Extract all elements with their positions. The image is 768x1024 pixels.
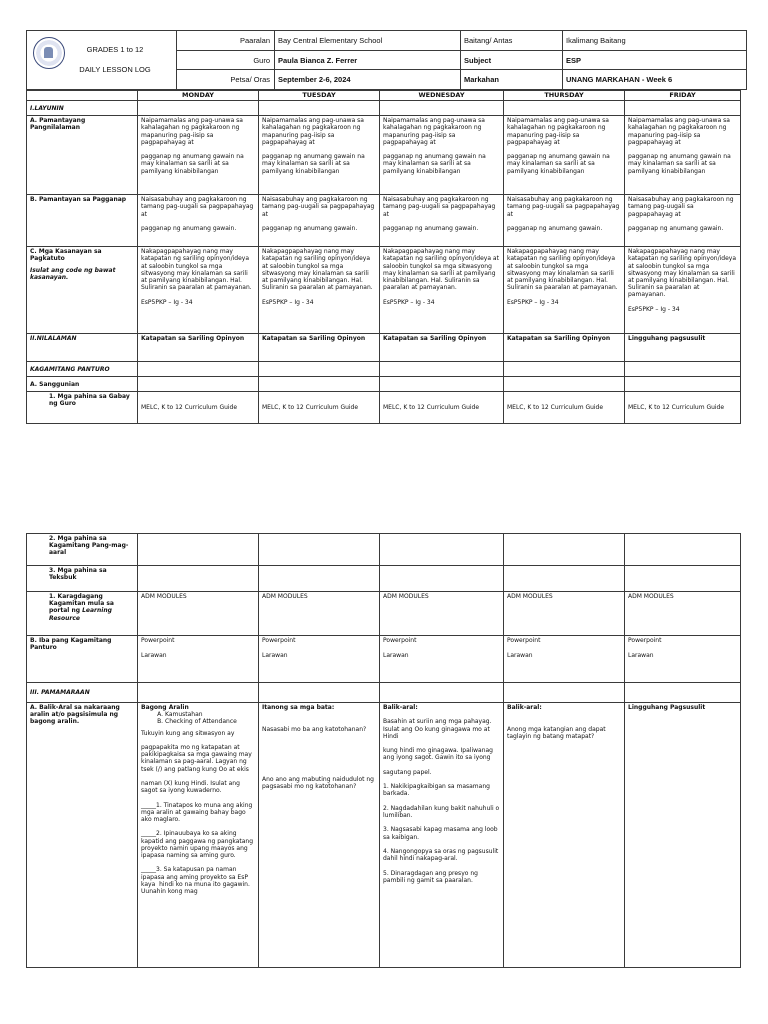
day-friday: FRIDAY (625, 91, 741, 101)
gabay-fri: MELC, K to 12 Curriculum Guide (625, 392, 741, 424)
gabay-label: 1. Mga pahina sa Gabay ng Guro (27, 392, 138, 424)
balik-mon-title: Bagong Aralin (141, 704, 189, 711)
iba-mon-2: Larawan (141, 652, 167, 660)
day-monday: MONDAY (138, 91, 259, 101)
pangnilalaman-mon: Naipamamalas ang pag-unawa sa kahalagahan ng pagkakaroon ng mapanuring pag-iisip sa pagpapahayag at pagganap ng anumang gawain na may kinalaman sa sarili at sa pamilyang kinabibilangan (138, 116, 259, 195)
pamantayang-pangnilalaman-label: A. Pamantayang Pangnilalaman (27, 116, 138, 195)
markahan-label: Markahan (461, 70, 563, 90)
balik-tue-title: Itanong sa mga bata: (262, 704, 335, 711)
pamantayan-pagganap-label: B. Pamantayan sa Pagganap (27, 195, 138, 247)
balik-wed (380, 703, 504, 968)
kagamitan-label: KAGAMITANG PANTURO (27, 362, 138, 377)
subject-value: ESP (563, 51, 747, 70)
iba-thu (504, 636, 625, 683)
kasanayan-thu: Nakapagpapahayag nang may katapatan ng sariling opinyon/ideya at saloobin tungkol sa mga sitwasyong may kinalaman sa sarili at pamilyang kinabibilangan. Hal. Suliranin sa paaralan at pamayanan. EsP5PKP – Ig - 34 (504, 247, 625, 334)
pangnilalaman-tue: Naipamamalas ang pag-unawa sa kahalagahan ng pagkakaroon ng mapanuring pag-iisip sa pagpapahayag at pagganap ng anumang gawain na may kinalaman sa sarili at sa pamilyang kinabibilangan (259, 116, 380, 195)
lr-fri: ADM MODULES (625, 592, 741, 636)
baitang-label: Baitang/ Antas (461, 31, 563, 51)
iba-kagamitan-label: B. Iba pang Kagamitang Panturo (27, 636, 138, 683)
kasanayan-label-cell (27, 247, 138, 334)
header-table (26, 30, 747, 90)
kasanayan-mon: Nakapagpapahayag nang may katapatan ng sariling opinyon/ideya at saloobin tungkol sa mga sitwasyong may kinalaman sa sarili at pamilyang kinabibilangan. Hal. Suliranin sa paaralan at pamayanan. EsP5PKP – Ig - 34 (138, 247, 259, 334)
kasanayan-fri: Nakapagpapahayag nang may katapatan ng sariling opinyon/ideya at saloobin tungkol sa mga sitwasyong may kinalaman sa sarili at pamilyang kinabibilangan. Hal. Suliranin sa paaralan at pamayanan. EsP5PKP – Ig - 34 (625, 247, 741, 334)
iba-fri-2: Larawan (628, 652, 654, 660)
pagganap-tue: Naisasabuhay ang pagkakaroon ng tamang pag-uugali sa pagpapahayag at pagganap ng anumang gawain. (259, 195, 380, 247)
balik-mon-list (141, 711, 255, 725)
iba-tue (259, 636, 380, 683)
pangnilalaman-wed: Naipamamalas ang pag-unawa sa kahalagahan ng pagkakaroon ng mapanuring pag-iisip sa pagpapahayag at pagganap ng anumang gawain na may kinalaman sa sarili at sa pamilyang kinabibilangan (380, 116, 504, 195)
paaralan-value: Bay Central Elementary School (275, 31, 461, 51)
balik-thu (504, 703, 625, 968)
lesson-table-2 (26, 533, 741, 968)
balik-thu-body: Anong mga katangian ang dapat taglayin ng batang matapat? (507, 725, 606, 740)
petsa-label: Petsa/ Oras (177, 70, 275, 90)
balik-wed-body: Basahin at suriin ang mga pahayag. Isulat ang Oo kung ginagawa mo at Hindi kung hindi mo ginagawa. Ipaliwanag ang iyong sagot. Gawin ito sa iyong sagutang papel. 1. Nakikipagkaibigan sa masamang barkada. 2. Nagdadahilan kung bakit nahuhuli o lumiliban. 3. Nagsasabi kapag masama ang loob sa kaibigan. 4. Nangongopya sa oras ng pagsusulit dahil hindi nakapag-aral. 5. Dinaragdagan ang presyo ng pambili ng gamit sa paaralan. (383, 718, 500, 884)
subject-label: Subject (461, 51, 563, 70)
pangnilalaman-thu: Naipamamalas ang pag-unawa sa kahalagahan ng pagkakaroon ng mapanuring pag-iisip sa pagpapahayag at pagganap ng anumang gawain na may kinalaman sa sarili at sa pamilyang kinabibilangan (504, 116, 625, 195)
iba-tue-2: Larawan (262, 652, 288, 660)
petsa-value: September 2-6, 2024 (275, 70, 461, 90)
kasanayan-label: C. Mga Kasanayan sa Pagkatuto (30, 248, 102, 263)
gabay-mon: MELC, K to 12 Curriculum Guide (138, 392, 259, 424)
iba-mon-1: Powerpoint (141, 637, 175, 644)
paaralan-label: Paaralan (177, 31, 275, 51)
lr-tue: ADM MODULES (259, 592, 380, 636)
nilalaman-mon: Katapatan sa Sariling Opinyon (138, 334, 259, 362)
gabay-thu: MELC, K to 12 Curriculum Guide (504, 392, 625, 424)
header-title1: GRADES 1 to 12 (86, 45, 144, 54)
lr-thu: ADM MODULES (504, 592, 625, 636)
sanggunian-label: A. Sanggunian (27, 377, 138, 392)
kasanayan-note: Isulat ang code ng bawat kasanayan. (30, 266, 116, 281)
kasanayan-wed: Nakapagpapahayag nang may katapatan ng sariling opinyon/ideya at saloobin tungkol sa mga sitwasyong may kinalaman sa sarili at pamilyang kinabibilangan. Hal. Suliranin sa paaralan at pamayanan. EsP5PKP – Ig - 34 (380, 247, 504, 334)
header-title-cell (27, 31, 177, 90)
pagganap-mon: Naisasabuhay ang pagkakaroon ng tamang pag-uugali sa pagpapahayag at pagganap ng anumang gawain. (138, 195, 259, 247)
kagamitang-pang-mag-aaral-label: 2. Mga pahina sa Kagamitang Pang-mag-aaral (27, 534, 138, 566)
iba-mon (138, 636, 259, 683)
nilalaman-label: II.NILALAMAN (27, 334, 138, 362)
pagganap-thu: Naisasabuhay ang pagkakaroon ng tamang pag-uugali sa pagpapahayag at pagganap ng anumang gawain. (504, 195, 625, 247)
kasanayan-tue: Nakapagpapahayag nang may katapatan ng sariling opinyon/ideya at saloobin tungkol sa mga sitwasyong may kinalaman sa sarili at pamilyang kinabibilangan. Hal. Suliranin sa paaralan at pamayanan. EsP5PKP – Ig - 34 (259, 247, 380, 334)
list-item: B. Checking of Attendance (165, 718, 255, 725)
iba-fri (625, 636, 741, 683)
iba-fri-1: Powerpoint (628, 637, 662, 644)
iba-wed (380, 636, 504, 683)
balik-aral-label: A. Balik-Aral sa nakaraang aralin at/o pagsisimula ng bagong aralin. (27, 703, 138, 968)
nilalaman-fri: Lingguhang pagsusulit (625, 334, 741, 362)
nilalaman-wed: Katapatan sa Sariling Opinyon (380, 334, 504, 362)
list-item: A. Kamustahan (165, 711, 255, 718)
iba-thu-2: Larawan (507, 652, 533, 660)
nilalaman-tue: Katapatan sa Sariling Opinyon (259, 334, 380, 362)
balik-wed-title: Balik-aral: (383, 704, 418, 711)
lr-wed: ADM MODULES (380, 592, 504, 636)
day-wednesday: WEDNESDAY (380, 91, 504, 101)
pangnilalaman-fri: Naipamamalas ang pag-unawa sa kahalagahan ng pagkakaroon ng mapanuring pag-iisip sa pagpapahayag at pagganap ng anumang gawain na may kinalaman sa sarili at sa pamilyang kinabibilangan (625, 116, 741, 195)
pagganap-fri: Naisasabuhay ang pagkakaroon ng tamang pag-uugali sa pagpapahayag at pagganap ng anumang gawain. (625, 195, 741, 247)
teksbuk-label: 3. Mga pahina sa Teksbuk (27, 566, 138, 592)
balik-tue (259, 703, 380, 968)
day-thursday: THURSDAY (504, 91, 625, 101)
balik-tue-body: Nasasabi mo ba ang katotohanan? Ano ano ang mabuting naidudulot ng pagsasabi mo ng katotohanan? (262, 725, 374, 791)
markahan-value: UNANG MARKAHAN - Week 6 (563, 70, 747, 90)
baitang-value: Ikalimang Baitang (563, 31, 747, 51)
pamamaraan-label: III. PAMAMARAAN (27, 683, 138, 703)
gabay-wed: MELC, K to 12 Curriculum Guide (380, 392, 504, 424)
guro-value: Paula Bianca Z. Ferrer (275, 51, 461, 70)
balik-fri-title: Lingguhang Pagsusulit (628, 704, 706, 711)
lr-mon: ADM MODULES (138, 592, 259, 636)
lr-label-ital: Learning Resource (49, 607, 112, 622)
layunin-label: I.LAYUNIN (27, 101, 138, 116)
balik-thu-title: Balik-aral: (507, 704, 542, 711)
day-tuesday: TUESDAY (259, 91, 380, 101)
nilalaman-thu: Katapatan sa Sariling Opinyon (504, 334, 625, 362)
learning-resource-label (27, 592, 138, 636)
header-title2: DAILY LESSON LOG (79, 65, 151, 74)
pagganap-wed: Naisasabuhay ang pagkakaroon ng tamang pag-uugali sa pagpapahayag at pagganap ng anumang gawain. (380, 195, 504, 247)
gabay-tue: MELC, K to 12 Curriculum Guide (259, 392, 380, 424)
iba-thu-1: Powerpoint (507, 637, 541, 644)
lr-label-pre: 1. Karagdagang Kagamitan mula sa portal ng (49, 593, 114, 615)
iba-wed-1: Powerpoint (383, 637, 417, 644)
balik-mon (138, 703, 259, 968)
corner-cell (27, 91, 138, 101)
guro-label: Guro (177, 51, 275, 70)
iba-wed-2: Larawan (383, 652, 409, 660)
lesson-table-1 (26, 90, 741, 424)
balik-fri (625, 703, 741, 968)
iba-tue-1: Powerpoint (262, 637, 296, 644)
balik-mon-body: Tukuyin kung ang sitwasyon ay pagpapakita mo ng katapatan at pakikipagkaisa sa mga gawaing may kinalaman sa pag-aaral. Lagyan ng tsek (/) ang patlang kung Oo at ekis naman (X) kung Hindi. Isulat ang sagot sa iyong kuwaderno. _____1. Tinatapos ko muna ang aking mga aralin at gawaing bahay bago ako maglaro. _____2. Ipinauubaya ko sa aking kapatid ang paggawa ng pangkatang proyekto namin upang maayos ang ipapasa naming sa aming guro. _____3. Sa katapusan pa naman ipapasa ang aming proyekto sa EsP kaya hindi ko na muna ito gagawin. Uunahin kong mag (141, 729, 254, 896)
